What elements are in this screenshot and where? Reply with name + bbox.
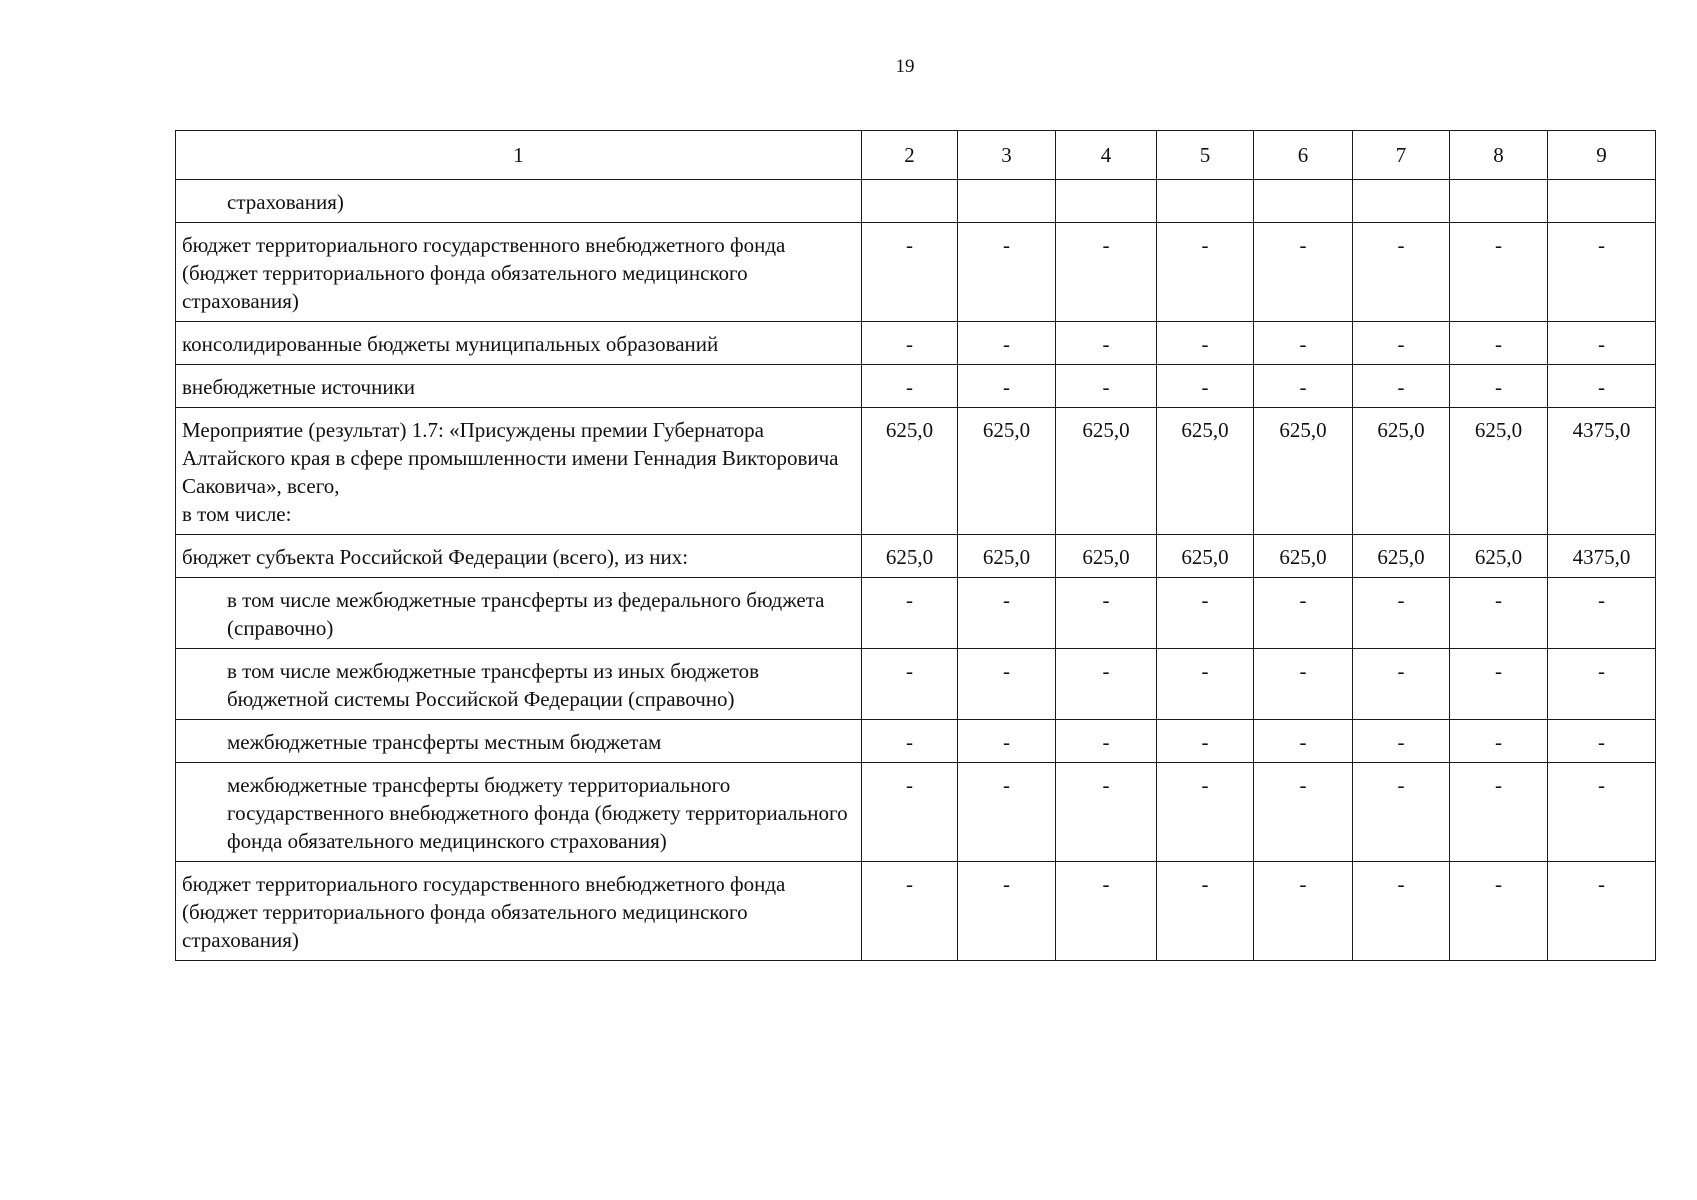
row-value: - xyxy=(1548,720,1656,763)
row-value: - xyxy=(1056,720,1157,763)
row-value: 625,0 xyxy=(1157,535,1254,578)
row-label: Мероприятие (результат) 1.7: «Присуждены премии Губернатора Алтайского края в сфере промышленности имени Геннадия Викторовича Саковича», всего, в том числе: xyxy=(176,408,862,535)
column-header-9: 9 xyxy=(1548,131,1656,180)
row-value: - xyxy=(1548,862,1656,961)
table-row xyxy=(176,720,1656,763)
table-row xyxy=(176,322,1656,365)
row-value: - xyxy=(1353,649,1450,720)
row-value: - xyxy=(1353,763,1450,862)
row-value: - xyxy=(1353,862,1450,961)
row-value: - xyxy=(1254,649,1353,720)
row-value: - xyxy=(1157,720,1254,763)
row-value: - xyxy=(1157,862,1254,961)
row-label: консолидированные бюджеты муниципальных образований xyxy=(176,322,862,365)
row-value: - xyxy=(1450,365,1548,408)
row-value xyxy=(862,180,958,223)
row-value: - xyxy=(1548,322,1656,365)
row-label: бюджет территориального государственного внебюджетного фонда (бюджет территориального фонда обязательного медицинского страхования) xyxy=(176,862,862,961)
row-value: - xyxy=(862,649,958,720)
table-row xyxy=(176,578,1656,649)
row-value: - xyxy=(1548,649,1656,720)
header-row xyxy=(176,131,1656,180)
table-row xyxy=(176,223,1656,322)
row-label: страхования) xyxy=(176,180,862,223)
row-value: - xyxy=(1254,763,1353,862)
row-value: - xyxy=(1157,365,1254,408)
column-header-5: 5 xyxy=(1157,131,1254,180)
row-value: - xyxy=(1353,720,1450,763)
row-value: - xyxy=(1548,365,1656,408)
row-label: межбюджетные трансферты бюджету территориального государственного внебюджетного фонда (бюджету территориального фонда обязательного медицинского страхования) xyxy=(176,763,862,862)
row-value: - xyxy=(1254,578,1353,649)
row-value: - xyxy=(1056,365,1157,408)
column-header-4: 4 xyxy=(1056,131,1157,180)
row-value xyxy=(1056,180,1157,223)
row-value xyxy=(1353,180,1450,223)
row-value: - xyxy=(1450,578,1548,649)
row-value: - xyxy=(1450,763,1548,862)
table-row xyxy=(176,862,1656,961)
row-value: - xyxy=(1353,322,1450,365)
column-header-1: 1 xyxy=(176,131,862,180)
row-value: - xyxy=(1450,322,1548,365)
row-value: - xyxy=(1353,365,1450,408)
row-value: - xyxy=(1157,322,1254,365)
row-value xyxy=(1254,180,1353,223)
row-value xyxy=(1548,180,1656,223)
row-value: 625,0 xyxy=(1353,408,1450,535)
row-value: - xyxy=(1056,763,1157,862)
row-value: - xyxy=(958,322,1056,365)
column-header-8: 8 xyxy=(1450,131,1548,180)
row-value: - xyxy=(862,862,958,961)
table-row xyxy=(176,763,1656,862)
budget-table xyxy=(175,130,1656,961)
table-row xyxy=(176,365,1656,408)
row-label: в том числе межбюджетные трансферты из иных бюджетов бюджетной системы Российской Федерации (справочно) xyxy=(176,649,862,720)
row-value: - xyxy=(958,649,1056,720)
row-value: - xyxy=(1450,223,1548,322)
row-label: в том числе межбюджетные трансферты из федерального бюджета (справочно) xyxy=(176,578,862,649)
column-header-3: 3 xyxy=(958,131,1056,180)
row-value: - xyxy=(1056,223,1157,322)
row-value: - xyxy=(1353,223,1450,322)
row-value: - xyxy=(1056,322,1157,365)
row-value: - xyxy=(862,223,958,322)
row-value: - xyxy=(1254,862,1353,961)
row-value: - xyxy=(1056,862,1157,961)
row-value: - xyxy=(1056,649,1157,720)
row-value: 625,0 xyxy=(1157,408,1254,535)
row-value: - xyxy=(1548,763,1656,862)
row-value xyxy=(1157,180,1254,223)
row-value: 625,0 xyxy=(958,535,1056,578)
row-value: - xyxy=(862,763,958,862)
row-value: - xyxy=(1450,720,1548,763)
row-value: 4375,0 xyxy=(1548,408,1656,535)
row-value: - xyxy=(1157,649,1254,720)
row-value: 625,0 xyxy=(1056,535,1157,578)
row-value: 4375,0 xyxy=(1548,535,1656,578)
row-value: 625,0 xyxy=(958,408,1056,535)
row-label: межбюджетные трансферты местным бюджетам xyxy=(176,720,862,763)
column-header-7: 7 xyxy=(1353,131,1450,180)
table-row xyxy=(176,180,1656,223)
table-row xyxy=(176,535,1656,578)
row-value: - xyxy=(1254,223,1353,322)
row-value: - xyxy=(1548,223,1656,322)
row-value: 625,0 xyxy=(1254,408,1353,535)
row-value: - xyxy=(1353,578,1450,649)
row-value xyxy=(958,180,1056,223)
row-value: - xyxy=(1548,578,1656,649)
row-value: - xyxy=(1450,862,1548,961)
row-value: - xyxy=(862,720,958,763)
page-number: 19 xyxy=(895,56,915,77)
row-value: - xyxy=(862,365,958,408)
column-header-6: 6 xyxy=(1254,131,1353,180)
row-value: - xyxy=(958,763,1056,862)
row-value: - xyxy=(862,322,958,365)
row-value: 625,0 xyxy=(1254,535,1353,578)
table-row xyxy=(176,408,1656,535)
row-value: - xyxy=(958,578,1056,649)
row-value: - xyxy=(1056,578,1157,649)
row-value: - xyxy=(1157,223,1254,322)
row-label: внебюджетные источники xyxy=(176,365,862,408)
row-value: 625,0 xyxy=(1450,408,1548,535)
row-value: 625,0 xyxy=(1056,408,1157,535)
row-value: - xyxy=(958,223,1056,322)
row-value: - xyxy=(958,720,1056,763)
row-value: 625,0 xyxy=(1353,535,1450,578)
row-value: 625,0 xyxy=(1450,535,1548,578)
row-label: бюджет субъекта Российской Федерации (всего), из них: xyxy=(176,535,862,578)
row-value: 625,0 xyxy=(862,535,958,578)
row-value: - xyxy=(958,862,1056,961)
row-value: - xyxy=(862,578,958,649)
row-value xyxy=(1450,180,1548,223)
row-value: - xyxy=(1157,578,1254,649)
row-value: - xyxy=(1254,322,1353,365)
row-value: - xyxy=(958,365,1056,408)
row-label: бюджет территориального государственного внебюджетного фонда (бюджет территориального фонда обязательного медицинского страхования) xyxy=(176,223,862,322)
row-value: - xyxy=(1450,649,1548,720)
row-value: - xyxy=(1157,763,1254,862)
row-value: - xyxy=(1254,365,1353,408)
column-header-2: 2 xyxy=(862,131,958,180)
row-value: 625,0 xyxy=(862,408,958,535)
row-value: - xyxy=(1254,720,1353,763)
table-row xyxy=(176,649,1656,720)
